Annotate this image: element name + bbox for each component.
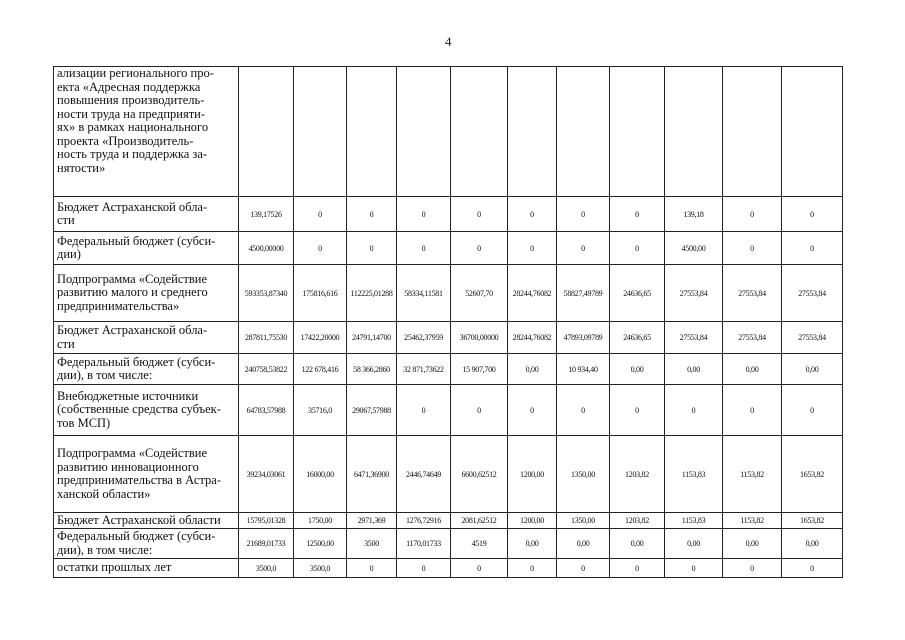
table-row <box>54 354 843 385</box>
value-cell: 0 <box>610 559 665 578</box>
value-cell: 287811,75530 <box>239 322 294 354</box>
value-cell: 1170,01733 <box>397 529 451 559</box>
value-cell: 1200,00 <box>508 436 557 513</box>
value-cell <box>239 67 294 197</box>
value-cell: 0,00 <box>610 354 665 385</box>
value-cell: 240758,53822 <box>239 354 294 385</box>
value-cell: 0,00 <box>665 529 723 559</box>
value-cell: 6471,36900 <box>347 436 397 513</box>
value-cell: 0,00 <box>508 529 557 559</box>
value-cell: 0 <box>508 559 557 578</box>
value-cell: 4500,00 <box>665 232 723 265</box>
value-cell: 1153,82 <box>723 513 782 529</box>
value-cell: 0 <box>397 385 451 436</box>
value-cell: 27553,84 <box>665 265 723 322</box>
value-cell: 0 <box>294 232 347 265</box>
value-cell: 2081,62512 <box>451 513 508 529</box>
value-cell <box>397 67 451 197</box>
value-cell: 0 <box>610 232 665 265</box>
value-cell: 0 <box>610 197 665 232</box>
table-row <box>54 265 843 322</box>
row-label: Подпрограмма «Содействие развитию малого и среднего предпринимательства» <box>54 265 239 322</box>
value-cell <box>508 67 557 197</box>
value-cell: 1276,72916 <box>397 513 451 529</box>
value-cell: 0 <box>723 385 782 436</box>
value-cell: 0 <box>451 232 508 265</box>
value-cell: 1653,82 <box>782 513 843 529</box>
table-row <box>54 529 843 559</box>
value-cell: 2446,74649 <box>397 436 451 513</box>
value-cell: 0 <box>508 232 557 265</box>
value-cell: 0 <box>557 385 610 436</box>
value-cell: 0 <box>397 559 451 578</box>
value-cell: 0 <box>508 197 557 232</box>
row-label: ализации регионального про- екта «Адресная поддержка повышения производитель- ности труда на предприяти- ях» в рамках национального проекта «Производитель- ность труда и поддержка за- нятости» <box>54 67 239 197</box>
value-cell: 27553,84 <box>723 265 782 322</box>
value-cell: 122 678,416 <box>294 354 347 385</box>
value-cell: 24636,65 <box>610 265 665 322</box>
value-cell <box>782 67 843 197</box>
value-cell: 0 <box>347 197 397 232</box>
value-cell: 0 <box>347 232 397 265</box>
row-label: Бюджет Астраханской обла- сти <box>54 197 239 232</box>
table-row <box>54 513 843 529</box>
value-cell: 12500,00 <box>294 529 347 559</box>
table-row <box>54 232 843 265</box>
value-cell: 1153,83 <box>665 513 723 529</box>
value-cell: 4500,00000 <box>239 232 294 265</box>
value-cell: 24636,65 <box>610 322 665 354</box>
value-cell: 28244,76082 <box>508 322 557 354</box>
value-cell <box>610 67 665 197</box>
value-cell: 58334,11581 <box>397 265 451 322</box>
value-cell: 1203,82 <box>610 436 665 513</box>
value-cell: 6600,62512 <box>451 436 508 513</box>
value-cell: 4519 <box>451 529 508 559</box>
value-cell: 1350,00 <box>557 436 610 513</box>
value-cell: 21689,01733 <box>239 529 294 559</box>
row-label: Бюджет Астраханской обла- сти <box>54 322 239 354</box>
value-cell: 0 <box>782 197 843 232</box>
value-cell: 17422,20000 <box>294 322 347 354</box>
value-cell: 0 <box>451 197 508 232</box>
value-cell: 112225,01288 <box>347 265 397 322</box>
value-cell: 1153,83 <box>665 436 723 513</box>
value-cell: 175816,616 <box>294 265 347 322</box>
value-cell: 139,18 <box>665 197 723 232</box>
row-label: Подпрограмма «Содействие развитию инновационного предпринимательства в Астра- ханской области» <box>54 436 239 513</box>
table-row <box>54 559 843 578</box>
table-row <box>54 385 843 436</box>
value-cell: 0,00 <box>723 354 782 385</box>
value-cell: 29067,57988 <box>347 385 397 436</box>
value-cell: 52607,70 <box>451 265 508 322</box>
value-cell: 0 <box>508 385 557 436</box>
value-cell: 15795,01328 <box>239 513 294 529</box>
value-cell <box>451 67 508 197</box>
value-cell: 32 871,73622 <box>397 354 451 385</box>
value-cell: 10 934,40 <box>557 354 610 385</box>
table-row <box>54 436 843 513</box>
row-label: Федеральный бюджет (субси- дии) <box>54 232 239 265</box>
value-cell <box>347 67 397 197</box>
value-cell: 3500,0 <box>294 559 347 578</box>
value-cell: 36700,00000 <box>451 322 508 354</box>
value-cell: 64783,57988 <box>239 385 294 436</box>
value-cell: 27553,84 <box>665 322 723 354</box>
value-cell: 27553,84 <box>723 322 782 354</box>
value-cell <box>665 67 723 197</box>
table-row <box>54 322 843 354</box>
value-cell: 0,00 <box>723 529 782 559</box>
value-cell: 27553,84 <box>782 322 843 354</box>
value-cell: 0 <box>557 559 610 578</box>
value-cell: 24791,14700 <box>347 322 397 354</box>
value-cell: 0 <box>557 232 610 265</box>
budget-table <box>53 66 843 578</box>
value-cell: 1750,00 <box>294 513 347 529</box>
row-label: остатки прошлых лет <box>54 559 239 578</box>
table-row <box>54 197 843 232</box>
value-cell: 0 <box>782 232 843 265</box>
value-cell: 3500,0 <box>239 559 294 578</box>
value-cell: 0,00 <box>665 354 723 385</box>
value-cell: 0,00 <box>782 529 843 559</box>
value-cell: 0,00 <box>782 354 843 385</box>
value-cell: 16000,00 <box>294 436 347 513</box>
value-cell: 2971,369 <box>347 513 397 529</box>
table-row <box>54 67 843 197</box>
value-cell: 28244,76082 <box>508 265 557 322</box>
value-cell: 0 <box>782 559 843 578</box>
value-cell: 0 <box>610 385 665 436</box>
value-cell: 58 366,2860 <box>347 354 397 385</box>
value-cell: 0 <box>665 559 723 578</box>
value-cell: 58827,49789 <box>557 265 610 322</box>
value-cell: 27553,84 <box>782 265 843 322</box>
value-cell <box>723 67 782 197</box>
value-cell: 1200,00 <box>508 513 557 529</box>
value-cell: 1653,82 <box>782 436 843 513</box>
value-cell: 3500 <box>347 529 397 559</box>
value-cell: 0 <box>665 385 723 436</box>
value-cell: 0 <box>782 385 843 436</box>
value-cell: 0 <box>451 385 508 436</box>
row-label: Бюджет Астраханской области <box>54 513 239 529</box>
value-cell: 1203,82 <box>610 513 665 529</box>
value-cell: 0 <box>723 559 782 578</box>
value-cell: 0 <box>397 197 451 232</box>
value-cell: 0 <box>347 559 397 578</box>
value-cell: 0,00 <box>557 529 610 559</box>
value-cell: 139,17526 <box>239 197 294 232</box>
value-cell: 0 <box>294 197 347 232</box>
value-cell: 0 <box>557 197 610 232</box>
value-cell: 0,00 <box>508 354 557 385</box>
row-label: Федеральный бюджет (субси- дии), в том числе: <box>54 354 239 385</box>
value-cell: 0 <box>397 232 451 265</box>
value-cell: 593353,87340 <box>239 265 294 322</box>
value-cell: 0 <box>723 197 782 232</box>
value-cell: 0 <box>723 232 782 265</box>
value-cell: 0,00 <box>610 529 665 559</box>
value-cell: 15 907,700 <box>451 354 508 385</box>
value-cell <box>294 67 347 197</box>
value-cell: 0 <box>451 559 508 578</box>
value-cell <box>557 67 610 197</box>
value-cell: 1153,82 <box>723 436 782 513</box>
row-label: Федеральный бюджет (субси- дии), в том числе: <box>54 529 239 559</box>
row-label: Внебюджетные источники (собственные средства субъек- тов МСП) <box>54 385 239 436</box>
value-cell: 25462,37959 <box>397 322 451 354</box>
value-cell: 39234,03061 <box>239 436 294 513</box>
page-number: 4 <box>445 34 452 49</box>
value-cell: 1350,00 <box>557 513 610 529</box>
value-cell: 35716,0 <box>294 385 347 436</box>
value-cell: 47893,09789 <box>557 322 610 354</box>
